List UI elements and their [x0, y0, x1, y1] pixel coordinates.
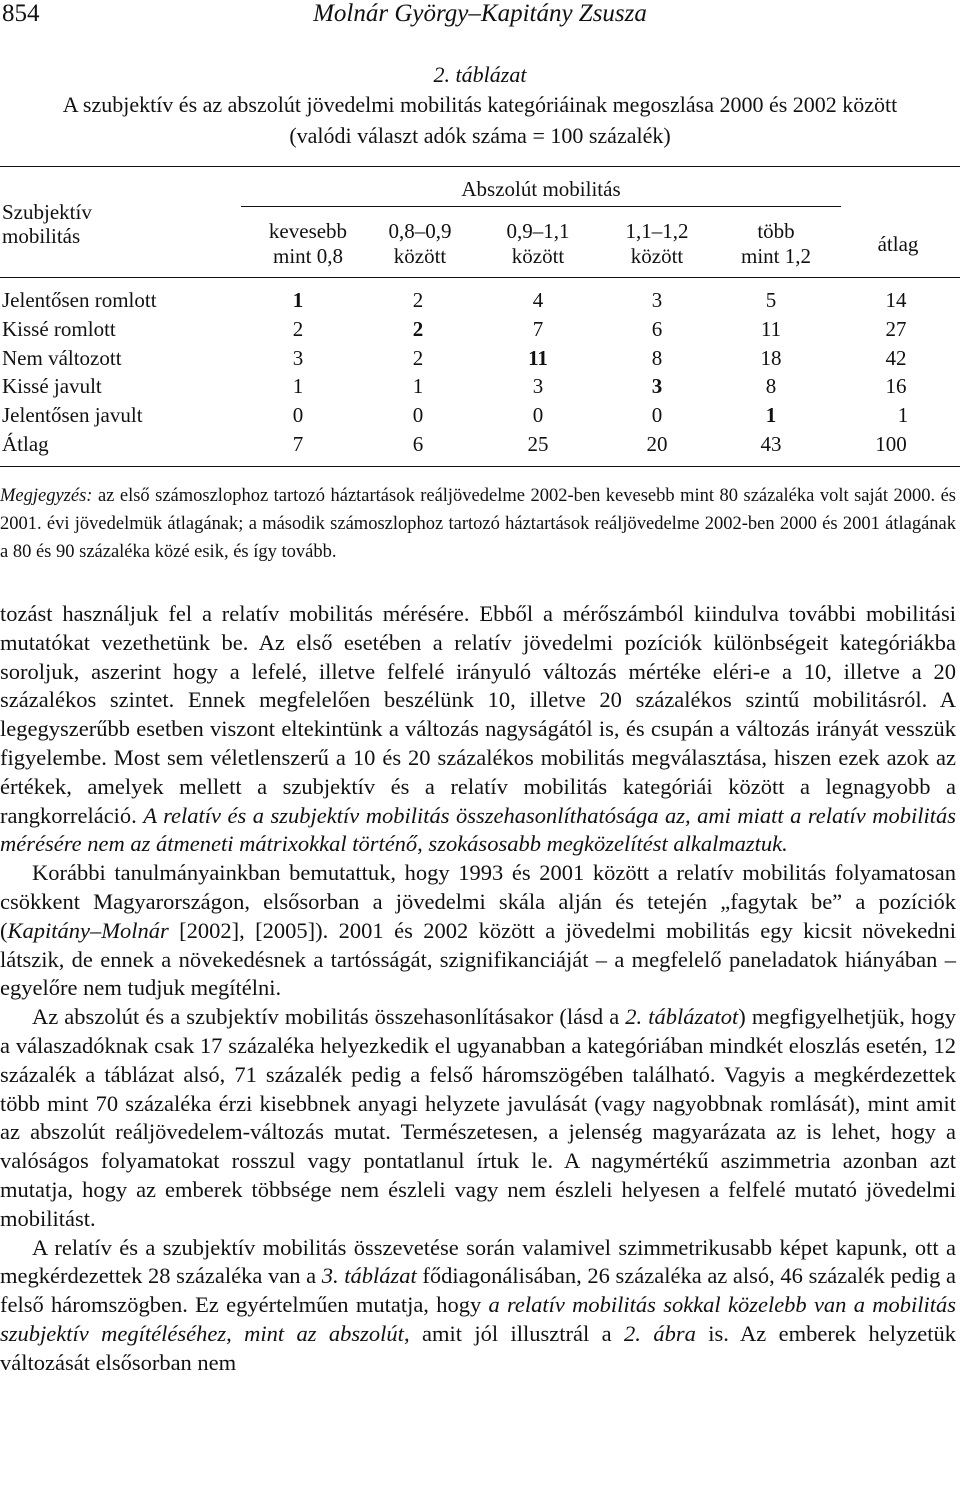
body-text [0, 600, 956, 1378]
col-header-5-sub: mint 1,2 [740, 244, 811, 268]
table-cell: 6 [651, 317, 663, 341]
text-run: ) megfigyelhetjük, hogy a válaszadóknak csak 17 százaléka helyezkedik el ugyanabban a kategóriában mindkét eloszlás esetén, 12 százalék a táblázat alsó, 71 százalék pedig a felső háromszögében található. Vagyis a megkérdezettek több mint 70 százaléka érzi kisebbnek anyagi helyzete javulását (vagy nagyobbnak romlását), mint amit az abszolút reáljövedelem-változás mutat. Természetesen, a jelenség magyarázata az is lehet, hogy a valóságos folyamatokat rosszul vagy pontatlanul írtuk le. A nagymértékű aszimmetria azonban azt mutatja, hogy az emberek többsége nem észleli vagy nem észleli helyesen a felfelé mutató jövedelmi mobilitást. [0, 1004, 956, 1231]
table-cell: 7 [532, 317, 544, 341]
table-bottom-rule [0, 466, 960, 467]
table-cell: 2 [292, 317, 304, 341]
table-cell: 3 [651, 288, 663, 312]
table-cell: 11 [760, 317, 782, 341]
row-label: Kissé javult [2, 374, 102, 398]
row-label: Kissé romlott [2, 317, 116, 341]
table-number: 2. táblázat [433, 62, 527, 87]
table-note [0, 482, 956, 566]
table-cell: 3 [292, 346, 304, 370]
table-cell: 100 [875, 432, 907, 456]
table-note-text: az első számoszlophoz tartozó háztartások reáljövedelme 2002-ben kevesebb mint 80 százaléka volt saját 2000. és 2001. évi jövedelmük átlagának; a második számoszlophoz tartozó háztartások reáljövedelme 2002-ben 2000 és 2001 átlagának a 80 és 90 százaléka közé esik, és így tovább. [0, 486, 956, 562]
col-header-6: átlag [877, 232, 919, 256]
table-cell: 2 [412, 288, 424, 312]
row-header-line1: Szubjektív [2, 200, 92, 224]
table-cell: 42 [885, 346, 907, 370]
table-cell: 5 [765, 288, 777, 312]
paragraph [0, 600, 956, 859]
table-cell: 2 [412, 317, 424, 341]
row-label: Nem változott [2, 346, 122, 370]
table-cell: 25 [527, 432, 549, 456]
text-run-italic: a relatív mobilitás sokkal közelebb van a mobilitás szubjektív megítéléséhez, mint az abszolút [0, 1292, 956, 1346]
table-cell: 27 [885, 317, 907, 341]
table-subtitle: (valódi választ adók száma = 100 százalék) [289, 123, 671, 148]
table-cell: 8 [765, 374, 777, 398]
text-run: tozást használjuk fel a relatív mobilitás mérésére. Ebből a mérőszámból kiindulva további mobilitási mutatókat vezethetünk be. Az első esetében a relatív jövedelmi pozíciók különbségeit kategóriákba soroljuk, aszerint hogy a lefelé, illetve felfelé irányuló változás mértéke eléri-e a 10, illetve a 20 százalékos szintet. Ennek megfelelően beszélünk 10, illetve 20 százalékos szintű mobilitásról. A legegyszerűbb esetben viszont eltekintünk a változás nagyságától is, és csupán a változás irányát vesszük figyelembe. Most sem véletlenszerű a 10 és 20 százalékos mobilitás megválasztása, hiszen ezek azok az értékek, amelyek mellett a szubjektív és a relatív mobilitás kategóriái között a legnagyobb a rangkorreláció. [0, 601, 956, 828]
table-cell: 4 [532, 288, 544, 312]
col-header-1-sub: mint 0,8 [272, 244, 343, 268]
table-cell: 8 [651, 346, 663, 370]
text-run: [2002], [2005]). 2001 és 2002 között a jövedelmi mobilitás egy kicsit növekedni látszik, de ennek a növekedésnek a tartósságát, szignifikanciáját – a megfelelő paneladatok hiányában – egyelőre nem tudjuk megítélni. [0, 917, 956, 1001]
table-cell: 11 [528, 346, 548, 370]
table-cell: 1 [292, 374, 304, 398]
running-head-authors: Molnár György–Kapitány Zsusza [313, 0, 647, 27]
table-cell: 1 [292, 288, 304, 312]
text-run: , amit jól illusztrál a [403, 1320, 625, 1346]
row-label: Jelentősen javult [2, 403, 143, 427]
group-header-rule [241, 206, 841, 207]
col-header-4: 1,1–1,2 [625, 219, 689, 243]
table-cell: 0 [292, 403, 304, 427]
table-cell: 6 [412, 432, 424, 456]
table-cell: 3 [651, 374, 663, 398]
paragraph [0, 859, 956, 1003]
text-run: fődiagonálisában, 26 százaléka az alsó, 46 százalék pedig a felső háromszögben. Ez egyértelműen mutatja, hogy [0, 1263, 956, 1318]
row-label: Jelentősen romlott [2, 288, 157, 312]
page-number: 854 [2, 0, 40, 27]
table-cell: 43 [760, 432, 782, 456]
text-run: Korábbi tanulmányainkban bemutattuk, hogy 1993 és 2001 között a relatív mobilitás folyamatosan csökkent Magyarországon, elsősorban a jövedelmi skála alján és tetején „fagytak be” a pozíciók ( [0, 860, 956, 943]
col-header-2-sub: között [393, 244, 447, 268]
table-cell: 1 [897, 403, 909, 427]
table-top-rule [0, 166, 960, 167]
table-header-rule [0, 277, 960, 278]
table-cell: 2 [412, 346, 424, 370]
text-run: Az abszolút és a szubjektív mobilitás összehasonlításakor (lásd a [32, 1004, 626, 1030]
col-header-1: kevesebb [268, 219, 348, 243]
citation-authors: Kapitány–Molnár [7, 917, 169, 943]
paragraph [0, 1234, 956, 1378]
col-header-5: több [757, 219, 795, 243]
table-cell: 1 [412, 374, 424, 398]
table-cell: 18 [760, 346, 782, 370]
col-header-3-sub: között [511, 244, 565, 268]
running-head [0, 0, 960, 34]
text-run-italic: A relatív és a szubjektív mobilitás összehasonlíthatósága az, ami miatt a relatív mobilitás mérésére nem az átmeneti mátrixokkal történő, szokásosabb megközelítést alkalmaztuk. [0, 802, 956, 857]
table-cell: 0 [532, 403, 544, 427]
figure-reference: 2. ábra [624, 1320, 696, 1346]
text-run: is. Az emberek helyzetük változását elsősorban nem [0, 1320, 956, 1375]
col-header-4-sub: között [630, 244, 684, 268]
col-header-3: 0,9–1,1 [506, 219, 570, 243]
table-cell: 14 [885, 288, 907, 312]
table-note-label: Megjegyzés: [0, 486, 93, 506]
paragraph [0, 1003, 956, 1233]
group-header: Abszolút mobilitás [461, 177, 621, 201]
table-cell: 0 [412, 403, 424, 427]
table-cell: 0 [651, 403, 663, 427]
table-cell: 20 [646, 432, 668, 456]
table-cell: 16 [885, 374, 907, 398]
table-reference: 3. táblázat [321, 1263, 417, 1289]
row-label: Átlag [2, 432, 49, 456]
col-header-2: 0,8–0,9 [388, 219, 452, 243]
table-cell: 1 [765, 403, 777, 427]
table-cell: 3 [532, 374, 544, 398]
text-run: A relatív és a szubjektív mobilitás összevetése során valamivel szimmetrikusabb képet kapunk, ott a megkérdezettek 28 százaléka van a [0, 1234, 956, 1289]
table-title: A szubjektív és az abszolút jövedelmi mobilitás kategóriáinak megoszlása 2000 és 2002 között [62, 92, 898, 117]
table-cell: 7 [292, 432, 304, 456]
table-reference: 2. táblázatot [625, 1004, 739, 1030]
row-header-line2: mobilitás [2, 224, 81, 248]
